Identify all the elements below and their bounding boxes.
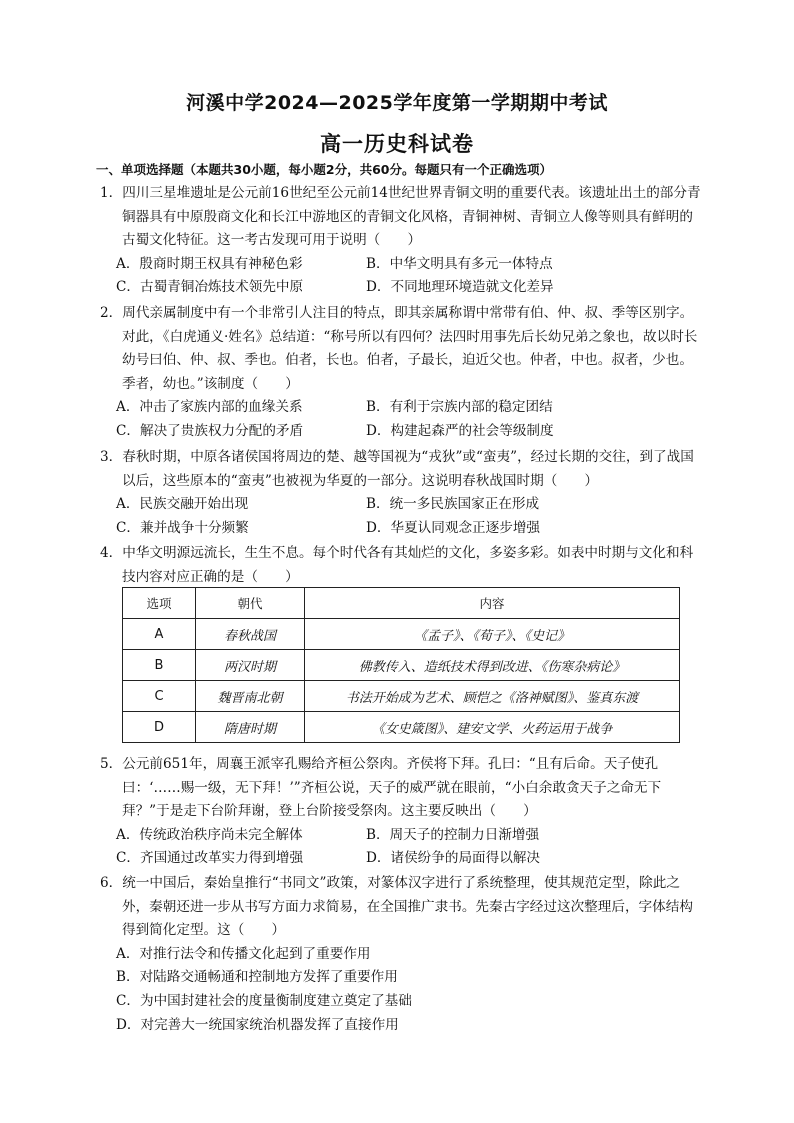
table-row [123,712,680,743]
table-cell: 书法开始成为艺术、顾恺之《洛神赋图》、鉴真东渡 [305,681,680,712]
option-a: A．殷商时期王权具有神秘色彩 [116,255,303,272]
question-2 [100,302,706,444]
options-list [100,943,706,1037]
question-stem: 4．中华文明源远流长，生生不息。每个时代各有其灿烂的文化，多姿多彩。如表中时期与文化和科技内容对应正确的是（ ） [100,545,694,585]
table-cell: 隋唐时期 [196,712,305,743]
options-grid [100,824,706,871]
table-cell: B [123,650,196,681]
question-stem: 2．周代亲属制度中有一个非常引人注目的特点，即其亲属称谓中常带有伯、仲、叔、季等区别字。对此，《白虎通义·姓名》总结道：“称号所以有四何？法四时用事先后长幼兄弟之象也，故以时长幼号曰伯、仲、叔、季也。伯者，长也。伯者，子最长，迫近父也。仲者，中也。叔者，少也。季者，幼也。”该制度（ ） [100,305,698,392]
table-header-row [123,588,680,619]
exam-title: 河溪中学2024—2025学年度第一学期期中考试 [186,92,608,114]
option-d: D．不同地理环境造就文化差异 [366,279,554,296]
option-b: B．周天子的控制力日渐增强 [366,826,540,843]
table-cell: C [123,681,196,712]
table-cell: 魏晋南北朝 [196,681,305,712]
option-d: D．对完善大一统国家统治机器发挥了直接作用 [116,1016,399,1033]
option-d: D．诸侯纷争的局面得以解决 [366,850,541,867]
option-c: C．古蜀青铜冶炼技术领先中原 [116,279,304,296]
option-c: C．兼并战争十分频繁 [116,519,249,536]
table-cell: 佛教传入、造纸技术得到改进、《伤寒杂病论》 [305,650,680,681]
option-a: A．传统政治秩序尚未完全解体 [116,826,303,843]
table-cell: 《女史箴图》、建安文学、火药运用于战争 [305,712,680,743]
exam-subtitle: 高一历史科试卷 [320,132,474,156]
option-c: C．解决了贵族权力分配的矛盾 [116,422,304,439]
option-b: B．统一多民族国家正在形成 [366,496,540,513]
question-stem: 3．春秋时期，中原各诸侯国将周边的楚、越等国视为“戎狄”或“蛮夷”，经过长期的交往，到了战国以后，这些原本的“蛮夷”也被视为华夏的一部分。这说明春秋战国时期（ ） [100,449,694,489]
question-5 [100,753,706,871]
option-c: C．齐国通过改革实力得到增强 [116,850,304,867]
table-cell: 《孟子》、《荀子》、《史记》 [305,619,680,650]
option-a: A．民族交融开始出现 [116,496,249,513]
options-grid [100,396,706,443]
table-cell: 春秋战国 [196,619,305,650]
option-b: B．中华文明具有多元一体特点 [366,255,553,272]
question-4 [100,542,706,589]
table-cell: D [123,712,196,743]
table-cell: A [123,619,196,650]
option-d: D．构建起森严的社会等级制度 [366,422,554,439]
options-grid [100,493,706,540]
table-header: 内容 [305,588,680,619]
culture-table [122,587,680,743]
options-grid [100,253,706,300]
question-stem: 6．统一中国后，秦始皇推行“书同文”政策，对篆体汉字进行了系统整理，使其规范定型，除此之外，秦朝还进一步从书写方面力求简易，在全国推广隶书。先秦古字经过这次整理后，字体结构得到简化定型。这（ ） [100,875,693,939]
table-row [123,619,680,650]
option-c: C．为中国封建社会的度量衡制度建立奠定了基础 [116,992,412,1009]
question-stem: 5．公元前651年，周襄王派宰孔赐给齐桓公祭肉。齐侯将下拜。孔曰：“且有后命。天子使孔曰：‘……赐一级，无下拜！’”齐桓公说，天子的威严就在眼前，“小白余敢贪天子之命无下拜？”于是走下台阶拜谢，登上台阶接受祭肉。这主要反映出（ ） [100,756,662,820]
question-1 [100,182,706,300]
table-header: 朝代 [196,588,305,619]
table-row [123,650,680,681]
option-d: D．华夏认同观念正逐步增强 [366,519,541,536]
table-header: 选项 [123,588,196,619]
table-row [123,681,680,712]
question-6 [100,872,706,1037]
section-heading: 一、单项选择题（本题共30小题，每小题2分，共60分。每题只有一个正确选项） [96,162,552,177]
question-3 [100,446,706,540]
option-a: A．对推行法令和传播文化起到了重要作用 [116,945,371,962]
table-cell: 两汉时期 [196,650,305,681]
option-b: B．对陆路交通畅通和控制地方发挥了重要作用 [116,969,398,986]
option-a: A．冲击了家族内部的血缘关系 [116,399,303,416]
question-stem: 1．四川三星堆遗址是公元前16世纪至公元前14世纪世界青铜文明的重要代表。该遗址出土的部分青铜器具有中原殷商文化和长江中游地区的青铜文化风格，青铜神树、青铜立人像等则具有鲜明的古蜀文化特征。这一考古发现可用于说明（ ） [100,185,701,249]
option-b: B．有利于宗族内部的稳定团结 [366,399,553,416]
